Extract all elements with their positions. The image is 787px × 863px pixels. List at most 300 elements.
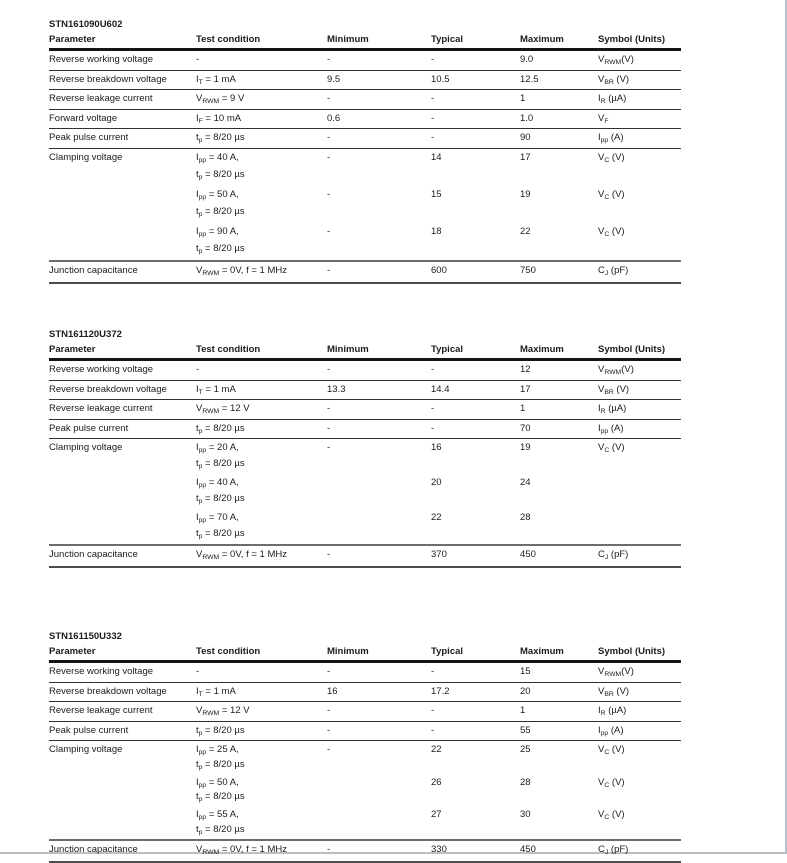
minimum-cell: -	[327, 422, 331, 434]
spec-entry	[196, 439, 681, 474]
subscript: C	[604, 156, 610, 164]
condition-cell	[196, 149, 327, 186]
table-body	[49, 361, 681, 568]
minimum-cell: -	[327, 364, 331, 375]
condition-line: $I_{pp} = 50$ A,	[196, 776, 239, 789]
table-row	[49, 839, 681, 861]
table-row	[49, 399, 681, 419]
spec-entry	[196, 741, 681, 774]
condition-line: $V_{RWM} = 9$ V	[196, 93, 245, 105]
spec-entry	[196, 361, 681, 380]
subscript: p	[198, 828, 203, 836]
condition-cell	[196, 702, 327, 717]
spec-entry	[196, 474, 681, 509]
maximum-cell: 20	[520, 685, 531, 697]
spec-entry	[196, 223, 681, 260]
param-cell: Reverse leakage current	[49, 705, 153, 716]
table-title: STN161150U332	[49, 631, 122, 642]
typical-cell: 16	[431, 442, 442, 453]
condition-cell	[196, 683, 327, 698]
spec-entry	[196, 149, 681, 186]
typical-cell: 330	[431, 843, 447, 855]
condition-line: $V_{RWM} = 0V$, f = 1 MHz	[196, 549, 287, 561]
spec-entry	[196, 262, 681, 282]
typical-cell: 22	[431, 512, 442, 523]
spec-entry	[196, 71, 681, 90]
spec-entry	[196, 683, 681, 702]
row-entries	[196, 149, 681, 260]
condition-line: $I_{pp} = 70$ A,	[196, 512, 239, 524]
condition-cell	[196, 90, 327, 105]
subscript: J	[604, 848, 609, 856]
condition-cell	[196, 262, 327, 277]
symbol-cell: $V_{RWM}(V)$	[598, 54, 634, 66]
maximum-cell: 22	[520, 225, 531, 237]
typical-cell: 17.2	[431, 685, 450, 697]
param-cell: Reverse leakage current	[49, 93, 153, 104]
condition-line: $V_{RWM} = 0V$, f = 1 MHz	[196, 264, 287, 277]
symbol-cell: $V_C$ (V)	[598, 225, 625, 238]
minimum-cell: 9.5	[327, 73, 341, 85]
param-cell: Reverse leakage current	[49, 403, 153, 414]
spec-table	[49, 631, 681, 863]
typical-cell: -	[431, 54, 435, 65]
typical-cell: 10.5	[431, 73, 450, 85]
col-header-typical: Typical	[431, 344, 464, 355]
subscript: J	[604, 554, 609, 561]
subscript: BR	[604, 690, 614, 698]
condition-line: $I_T = 1$ mA	[196, 685, 236, 698]
col-header-parameter: Parameter	[49, 646, 96, 657]
subscript: C	[604, 781, 610, 789]
subscript: p	[198, 137, 203, 144]
maximum-cell: 17	[520, 151, 531, 163]
spec-entry	[196, 186, 681, 223]
condition-line: $t_p = 8/20$ µs	[196, 205, 245, 218]
condition-cell	[196, 129, 327, 144]
param-cell: Junction capacitance	[49, 843, 138, 855]
condition-cell	[196, 439, 327, 474]
condition-cell	[196, 420, 327, 435]
subscript: C	[604, 749, 610, 756]
subscript: R	[600, 408, 606, 415]
table-row	[49, 740, 681, 839]
subscript: RWM	[604, 369, 622, 376]
subscript: pp	[198, 447, 207, 454]
table-title: STN161120U372	[49, 329, 122, 340]
subscript: pp	[198, 749, 207, 756]
symbol-cell: $C_J$ (pF)	[598, 843, 629, 856]
row-entries	[196, 110, 681, 129]
condition-line: $I_{pp} = 20$ A,	[196, 442, 239, 454]
minimum-cell: -	[327, 724, 331, 736]
symbol-cell: $V_C$ (V)	[598, 809, 625, 822]
param-cell: Reverse working voltage	[49, 666, 154, 677]
condition-cell	[196, 741, 327, 774]
table-row	[49, 682, 681, 702]
maximum-cell: 28	[520, 776, 531, 788]
param-cell: Reverse working voltage	[49, 54, 154, 65]
subscript: pp	[198, 230, 207, 238]
subscript: p	[198, 796, 203, 804]
subscript: F	[198, 117, 203, 125]
row-entries	[196, 722, 681, 741]
typical-cell: 14.4	[431, 383, 450, 395]
row-entries	[196, 683, 681, 702]
subscript: pp	[600, 729, 609, 737]
maximum-cell: 90	[520, 132, 531, 143]
symbol-cell	[598, 474, 681, 477]
symbol-cell: $V_C$ (V)	[598, 744, 625, 756]
symbol-cell: $V_{BR}$ (V)	[598, 685, 630, 698]
typical-cell: -	[431, 705, 435, 716]
spec-entry	[196, 841, 681, 861]
symbol-cell: $V_{BR}$ (V)	[598, 383, 630, 396]
col-header-symbol-units: Symbol (Units)	[598, 344, 666, 355]
typical-cell: -	[431, 666, 435, 677]
symbol-cell: $V_F$	[598, 112, 609, 125]
table-row	[49, 148, 681, 260]
spec-table	[49, 19, 681, 284]
row-entries	[196, 262, 681, 282]
subscript: p	[198, 427, 203, 435]
subscript: pp	[198, 193, 207, 201]
typical-cell: 20	[431, 477, 442, 488]
condition-line: $I_{pp} = 90$ A,	[196, 225, 239, 238]
col-header-minimum: Minimum	[327, 34, 369, 45]
param-cell: Junction capacitance	[49, 264, 138, 276]
maximum-cell: 12	[520, 364, 531, 375]
table-row	[49, 89, 681, 109]
condition-line: $I_{pp} = 40$ A,	[196, 477, 239, 489]
condition-line: $t_p = 8/20$ µs	[196, 791, 245, 804]
condition-line: $I_{pp} = 50$ A,	[196, 188, 239, 201]
condition-line: $V_{RWM} = 12$ V	[196, 403, 250, 415]
row-entries	[196, 90, 681, 109]
col-header-minimum: Minimum	[327, 646, 369, 657]
table-row	[49, 438, 681, 544]
typical-cell: -	[431, 112, 435, 124]
param-cell: Clamping voltage	[49, 744, 123, 755]
minimum-cell: -	[327, 264, 331, 276]
table-row	[49, 70, 681, 90]
condition-cell	[196, 223, 327, 260]
table-row	[49, 109, 681, 129]
subscript: R	[600, 98, 606, 105]
row-entries	[196, 439, 681, 544]
col-header-test-condition: Test condition	[196, 646, 261, 657]
typical-cell: -	[431, 403, 435, 414]
symbol-cell: $V_{BR}$ (V)	[598, 73, 630, 86]
symbol-cell: $V_C$ (V)	[598, 151, 625, 164]
condition-line: $t_p = 8/20$ µs	[196, 724, 245, 737]
row-entries	[196, 663, 681, 682]
table-row	[49, 128, 681, 148]
spec-table	[49, 329, 681, 568]
typical-cell: -	[431, 364, 435, 375]
spec-entry	[196, 509, 681, 544]
maximum-cell: 17	[520, 383, 531, 395]
subscript: C	[604, 447, 610, 454]
subscript: p	[198, 210, 203, 218]
condition-line: $I_F = 10$ mA	[196, 112, 242, 125]
maximum-cell: 1	[520, 705, 526, 716]
table-row	[49, 721, 681, 741]
subscript: R	[600, 710, 606, 717]
typical-cell: 14	[431, 151, 442, 163]
subscript: pp	[198, 781, 207, 789]
spec-entry	[196, 400, 681, 419]
table-row	[49, 419, 681, 439]
table-header-row	[49, 343, 681, 361]
subscript: RWM	[202, 554, 220, 561]
subscript: RWM	[604, 671, 622, 678]
row-entries	[196, 71, 681, 90]
col-header-minimum: Minimum	[327, 344, 369, 355]
maximum-cell: 19	[520, 188, 531, 200]
typical-cell: 26	[431, 776, 442, 788]
symbol-cell: $C_J$ (pF)	[598, 264, 629, 277]
condition-cell	[196, 806, 327, 839]
subscript: J	[604, 269, 609, 277]
subscript: p	[198, 173, 203, 181]
row-entries	[196, 702, 681, 721]
param-cell: Clamping voltage	[49, 151, 123, 163]
row-entries	[196, 741, 681, 839]
param-cell: Peak pulse current	[49, 422, 129, 434]
table-row	[49, 380, 681, 400]
condition-line: -	[196, 364, 200, 375]
subscript: RWM	[202, 848, 220, 856]
symbol-cell: $I_{pp}$ (A)	[598, 422, 624, 435]
condition-line: $t_p = 8/20$ µs	[196, 758, 245, 771]
symbol-cell: $C_J$ (pF)	[598, 549, 629, 561]
minimum-cell: -	[327, 843, 331, 855]
condition-line: $V_{RWM} = 0V$, f = 1 MHz	[196, 843, 287, 856]
typical-cell: 600	[431, 264, 447, 276]
minimum-cell: -	[327, 403, 331, 414]
symbol-cell: $V_{RWM}(V)$	[598, 364, 634, 376]
row-entries	[196, 841, 681, 861]
typical-cell: 22	[431, 744, 442, 755]
subscript: C	[604, 193, 610, 201]
col-header-parameter: Parameter	[49, 34, 96, 45]
spec-entry	[196, 129, 681, 148]
minimum-cell: 0.6	[327, 112, 341, 124]
col-header-maximum: Maximum	[520, 34, 564, 45]
symbol-cell: $V_C$ (V)	[598, 776, 625, 789]
row-entries	[196, 129, 681, 148]
subscript: RWM	[202, 710, 220, 717]
subscript: C	[604, 814, 610, 822]
subscript: pp	[600, 137, 609, 144]
subscript: p	[198, 463, 203, 470]
symbol-cell: $I_{pp}$ (A)	[598, 132, 624, 144]
typical-cell: 15	[431, 188, 442, 200]
condition-cell	[196, 186, 327, 223]
row-entries	[196, 546, 681, 566]
col-header-symbol-units: Symbol (Units)	[598, 34, 666, 45]
maximum-cell: 19	[520, 442, 531, 453]
condition-cell	[196, 774, 327, 807]
subscript: RWM	[202, 98, 220, 105]
condition-cell	[196, 722, 327, 737]
table-title: STN161090U602	[49, 19, 123, 30]
table-body	[49, 51, 681, 284]
maximum-cell: 750	[520, 264, 536, 276]
maximum-cell: 15	[520, 666, 531, 677]
maximum-cell: 70	[520, 422, 531, 434]
condition-line: $t_p = 8/20$ µs	[196, 422, 245, 435]
minimum-cell: -	[327, 666, 331, 677]
maximum-cell: 28	[520, 512, 531, 523]
typical-cell: 27	[431, 809, 442, 821]
condition-line: $t_p = 8/20$ µs	[196, 458, 245, 470]
subscript: BR	[604, 78, 614, 86]
minimum-cell: -	[327, 151, 331, 163]
table-header-row	[49, 645, 681, 663]
condition-line: $I_{pp} = 25$ A,	[196, 744, 239, 756]
condition-cell	[196, 509, 327, 544]
param-cell: Reverse working voltage	[49, 364, 154, 375]
minimum-cell: -	[327, 705, 331, 716]
minimum-cell: -	[327, 188, 331, 200]
condition-line: $V_{RWM} = 12$ V	[196, 705, 250, 717]
condition-cell	[196, 474, 327, 509]
subscript: p	[198, 729, 203, 737]
col-header-symbol-units: Symbol (Units)	[598, 646, 666, 657]
symbol-cell: $V_{RWM}(V)$	[598, 666, 634, 678]
condition-line: $I_T = 1$ mA	[196, 383, 236, 396]
spec-entry	[196, 722, 681, 741]
table-row	[49, 544, 681, 566]
maximum-cell: 55	[520, 724, 531, 736]
subscript: p	[198, 247, 203, 255]
condition-line: $I_T = 1$ mA	[196, 73, 236, 86]
condition-line: $t_p = 8/20$ µs	[196, 168, 245, 181]
table-row	[49, 260, 681, 282]
maximum-cell: 450	[520, 549, 536, 560]
table-row	[49, 361, 681, 380]
condition-line: $t_p = 8/20$ µs	[196, 528, 245, 540]
spec-entry	[196, 806, 681, 839]
param-cell: Junction capacitance	[49, 549, 138, 560]
condition-cell	[196, 663, 327, 678]
condition-line: $I_{pp} = 40$ A,	[196, 151, 239, 164]
typical-cell: -	[431, 724, 435, 736]
minimum-cell	[327, 806, 431, 809]
subscript: p	[198, 763, 203, 771]
symbol-cell: $I_R$ (µA)	[598, 93, 627, 105]
col-header-typical: Typical	[431, 34, 464, 45]
symbol-cell: $I_{pp}$ (A)	[598, 724, 624, 737]
param-cell: Forward voltage	[49, 112, 118, 124]
minimum-cell: -	[327, 132, 331, 143]
row-entries	[196, 381, 681, 400]
table-row	[49, 663, 681, 682]
row-entries	[196, 51, 681, 70]
spec-entry	[196, 702, 681, 721]
subscript: RWM	[202, 269, 220, 277]
symbol-cell: $V_C$ (V)	[598, 188, 625, 201]
condition-cell	[196, 110, 327, 125]
typical-cell: 18	[431, 225, 442, 237]
condition-cell	[196, 361, 327, 376]
subscript: T	[198, 388, 203, 396]
spec-entry	[196, 51, 681, 70]
symbol-cell: $V_C$ (V)	[598, 442, 625, 454]
param-cell: Clamping voltage	[49, 442, 123, 453]
condition-line: $t_p = 8/20$ µs	[196, 823, 245, 836]
subscript: C	[604, 230, 610, 238]
param-cell: Reverse breakdown voltage	[49, 73, 167, 85]
subscript: T	[198, 78, 203, 86]
maximum-cell: 24	[520, 477, 531, 488]
table-row	[49, 51, 681, 70]
row-entries	[196, 420, 681, 439]
table-row	[49, 701, 681, 721]
symbol-cell: $I_R$ (µA)	[598, 403, 627, 415]
param-cell: Reverse breakdown voltage	[49, 685, 167, 697]
minimum-cell: 13.3	[327, 383, 346, 395]
subscript: p	[198, 533, 203, 540]
row-entries	[196, 361, 681, 380]
spec-entry	[196, 774, 681, 807]
maximum-cell: 30	[520, 809, 531, 821]
subscript: pp	[198, 482, 207, 489]
subscript: BR	[604, 388, 614, 396]
subscript: pp	[198, 156, 207, 164]
spec-entry	[196, 420, 681, 439]
condition-cell	[196, 71, 327, 86]
maximum-cell: 12.5	[520, 73, 539, 85]
subscript: T	[198, 690, 203, 698]
typical-cell: -	[431, 93, 435, 104]
condition-cell	[196, 51, 327, 66]
minimum-cell	[327, 509, 431, 512]
minimum-cell: -	[327, 225, 331, 237]
maximum-cell: 1	[520, 93, 526, 104]
param-cell: Peak pulse current	[49, 132, 129, 143]
spec-entry	[196, 381, 681, 400]
spec-entry	[196, 663, 681, 682]
condition-line: $t_p = 8/20$ µs	[196, 493, 245, 505]
minimum-cell: -	[327, 549, 331, 560]
minimum-cell	[327, 774, 431, 777]
table-header-row	[49, 33, 681, 51]
typical-cell: -	[431, 132, 435, 143]
condition-line: $t_p = 8/20$ µs	[196, 132, 245, 144]
minimum-cell: 16	[327, 685, 338, 697]
maximum-cell: 450	[520, 843, 536, 855]
minimum-cell: -	[327, 744, 331, 755]
table-body	[49, 663, 681, 863]
subscript: F	[604, 117, 609, 125]
col-header-maximum: Maximum	[520, 646, 564, 657]
condition-cell	[196, 400, 327, 415]
col-header-test-condition: Test condition	[196, 34, 261, 45]
minimum-cell	[327, 474, 431, 477]
symbol-cell: $I_R$ (µA)	[598, 705, 627, 717]
subscript: RWM	[202, 408, 220, 415]
maximum-cell: 1.0	[520, 112, 534, 124]
subscript: pp	[198, 517, 207, 524]
col-header-typical: Typical	[431, 646, 464, 657]
col-header-parameter: Parameter	[49, 344, 96, 355]
maximum-cell: 25	[520, 744, 531, 755]
condition-line: $I_{pp} = 55$ A,	[196, 809, 239, 822]
spec-entry	[196, 90, 681, 109]
